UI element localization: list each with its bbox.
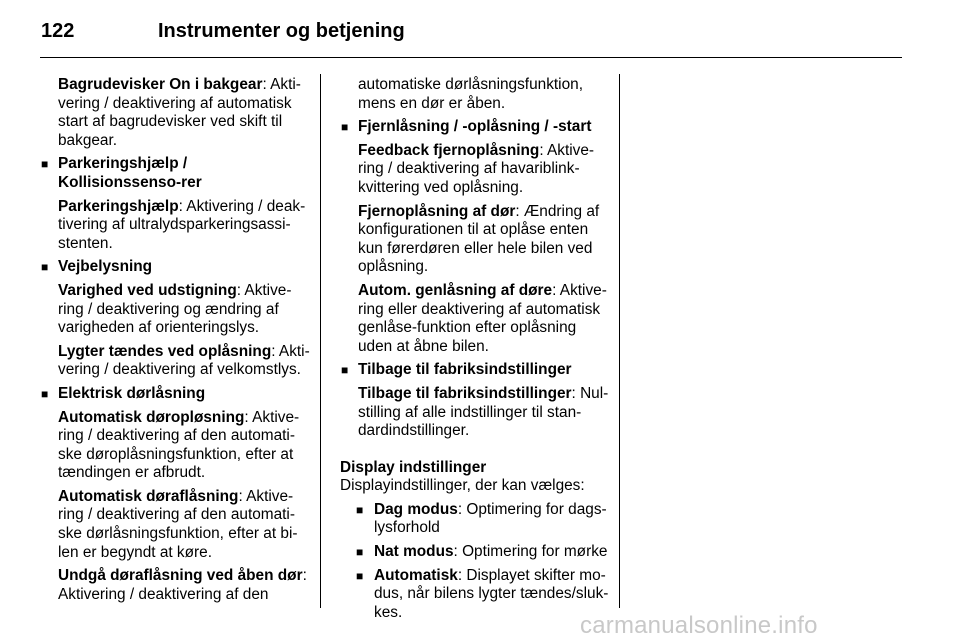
bullet-factory-reset: ■ Tilbage til fabriksindstillinger <box>340 361 610 380</box>
display-settings-intro: Displayindstillinger, der kan vælges: <box>340 477 585 495</box>
paragraph-remote-feedback: Feedback fjernoplåsning: Aktive-ring / deaktivering af havariblink-kvittering ved oplåsning. <box>358 141 595 196</box>
paragraph-continued: automatiske dørlåsningsfunktion, mens en dør er åben. <box>358 76 583 112</box>
paragraph-parking-assist: Parkeringshjælp: Aktivering / deak-tivering af ultralydsparkeringsassi-stenten. <box>58 197 306 252</box>
page-number: 122 <box>41 20 75 42</box>
bullet-lighting: ■ Vejbelysning <box>40 258 310 277</box>
page-header <box>40 14 902 58</box>
bullet-door-locking: ■ Elektrisk dørlåsning <box>40 385 310 404</box>
column-divider-right <box>619 74 620 608</box>
paragraph-open-door-lock: Undgå døraflåsning ved åben dør: Aktivering / deaktivering af den <box>58 567 307 603</box>
paragraph-auto-lock: Automatisk døraflåsning: Aktive-ring / deaktivering af den automati-ske dørlåsningsfunktion, efter at bi-len er begyndt at køre. <box>58 487 298 561</box>
section-title: Instrumenter og betjening <box>158 20 405 42</box>
text-column-2 <box>340 76 610 622</box>
paragraph-factory-reset: Tilbage til fabriksindstillinger: Nul-stilling af alle indstillinger til stan-dardindstillinger. <box>358 384 609 440</box>
bullet-remote-locking: ■ Fjernlåsning / -oplåsning / -start <box>340 118 610 137</box>
bullet-day-mode: ■ Dag modus: Optimering for dags-lysforhold <box>340 501 610 538</box>
paragraph-welcome-lighting: Lygter tændes ved oplåsning: Akti-vering / deaktivering af velkomstlys. <box>58 342 310 379</box>
display-settings-heading: Display indstillinger <box>340 458 487 476</box>
bullet-parking-assist: ■ Parkeringshjælp / Kollisionssenso-rer <box>40 155 310 192</box>
paragraph-auto-unlock: Automatisk døropløsning: Aktive-ring / deaktivering af den automati-ske døroplåsningsfunktion, efter at tændingen er afbrudt. <box>58 408 300 482</box>
watermark: carmanualsonline.info <box>580 612 818 639</box>
text-column-1 <box>40 76 310 604</box>
paragraph-remote-door: Fjernoplåsning af dør: Ændring af konfigurationen til at oplåse enten kun førerdøren eller hele bilen ved oplåsning. <box>358 202 600 276</box>
paragraph-rear-wiper: Bagrudevisker On i bakgear: Akti-vering / deaktivering af automatisk start af bagrudevisker ved skift til bakgear. <box>58 76 301 149</box>
column-divider-left <box>320 74 321 608</box>
paragraph-exit-lighting: Varighed ved udstigning: Aktive-ring / deaktivering og ændring af varigheden af orienteringslys. <box>58 281 292 337</box>
bullet-night-mode: ■ Nat modus: Optimering for mørke <box>340 543 610 562</box>
bullet-auto-mode: ■ Automatisk: Displayet skifter mo-dus, når bilens lygter tændes/sluk-kes. <box>340 567 610 623</box>
paragraph-auto-relock: Autom. genlåsning af døre: Aktive-ring eller deaktivering af automatisk genlåse-funktion efter oplåsning uden at åbne bilen. <box>358 281 607 355</box>
header-rule <box>40 57 902 58</box>
